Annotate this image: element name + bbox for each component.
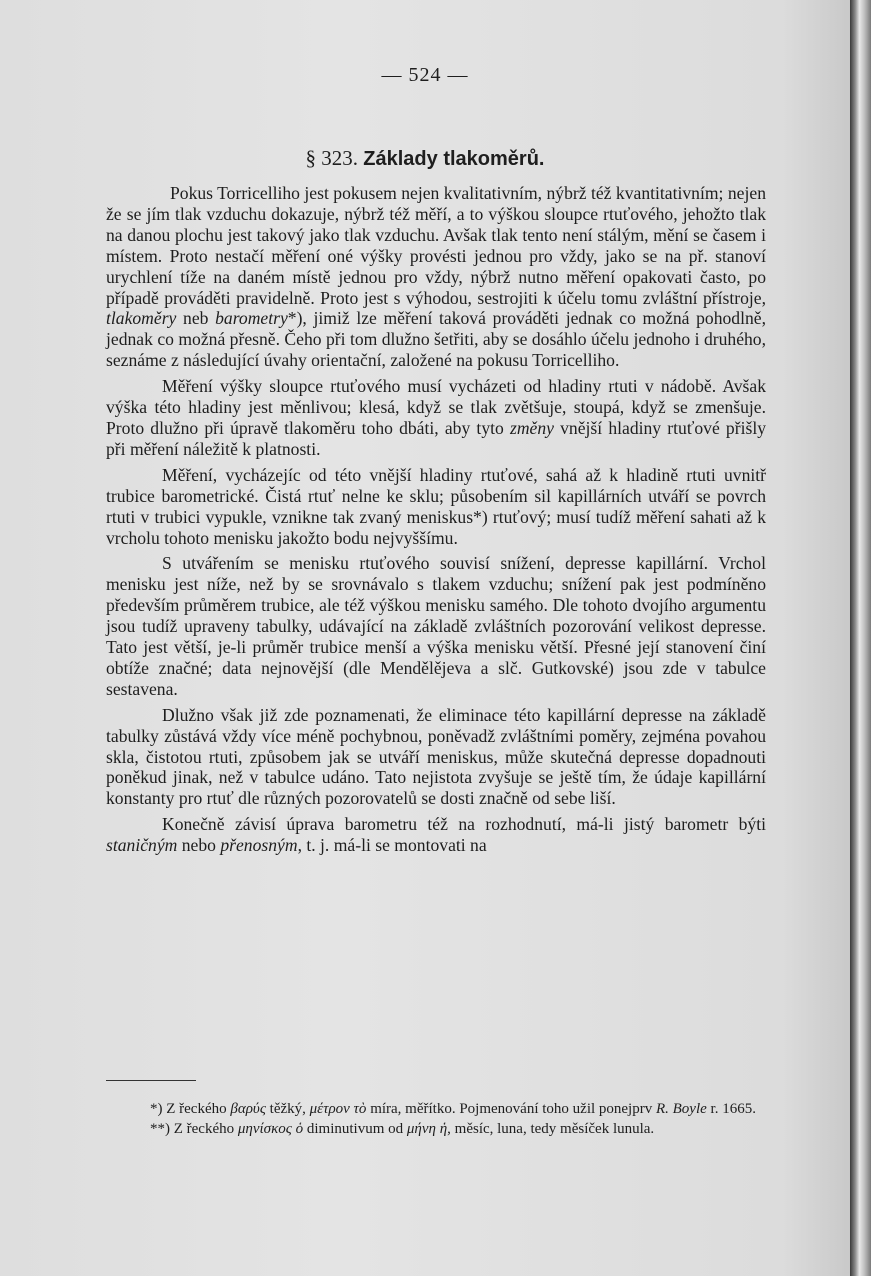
paragraph-6-text-c: , t. j. má-li se montovati na: [297, 835, 487, 856]
footnote-1: [104, 1100, 760, 1119]
body-text: [106, 183, 766, 856]
paragraph-4: S utvářením se menisku rtuťového souvisí snížení, depresse kapillární. Vrchol menisku jest níže, než by se srovnávalo s tlakem vzduchu; snížení pak jest podmíněno především průměrem trubice, ale též výškou menisku samého. Dle tohoto dvojího argumentu jsou tudíž upraveny tabulky, udávající na základě zvláštních pozorování velikost depresse. Tato jest větší, je-li průměr trubice menší a výška menisku větší. Přesné její stanovení činí obtíže značné; data nejnovější (dle Mendělějeva a slč. Gutkovské) jsou zde v tabulce sestavena.: [106, 553, 766, 699]
footnote-2-text-a: **) Z řeckého: [150, 1121, 238, 1137]
footnote-2-text-c: , měsíc, luna, tedy měsíček lunula.: [447, 1121, 655, 1137]
paragraph-6-text-b: nebo: [177, 835, 221, 856]
greek-word-metron: μέτρον τὸ: [309, 1101, 367, 1117]
term-barometry: barometry: [215, 308, 288, 329]
page-edge-shadow: [850, 0, 871, 1276]
greek-word-mene: μήνη ἡ: [406, 1121, 448, 1137]
section-title: Základy tlakoměrů.: [363, 148, 545, 170]
term-zmeny: změny: [509, 417, 554, 438]
page-number: — 524 —: [381, 64, 469, 86]
footnote-1-text-a: *) Z řeckého: [150, 1101, 231, 1117]
paragraph-5: Dlužno však již zde poznamenati, že eliminace této kapillární depresse na základě tabulky zůstává vždy více méně pochybnou, poněvadž zvláštními poměry, zejména povahou skla, čistotou rtuti, způsobem jak se utváří meniskus, může skutečná depresse dopadnouti poněkud jinak, než v tabulce udáno. Tato nejistota zvyšuje se ještě tím, že údaje kapillární konstanty pro rtuť dle různých pozorovatelů se dosti značně od sebe liší.: [106, 704, 766, 809]
paragraph-1-text-c: *), jimiž lze měření taková prováděti jednak co možná pohodlně, jednak co možná přesně. Čeho při tom dlužno šetřiti, aby se dosáhlo účelu jednoho i druhého, seznáme z následující úvahy orientační, založené na pokusu Torricelliho.: [106, 308, 766, 371]
paragraph-2: [106, 376, 766, 460]
term-stanicnym: staničným: [106, 835, 178, 856]
paragraph-2-text-a: Měření výšky sloupce rtuťového musí vycházeti od hladiny rtuti v nádobě. Avšak výška této hladiny jest měnlivou; klesá, když se tlak zvětšuje, stoupá, když se zmenšuje. Proto dlužno při úpravě tlakoměru toho dbáti, aby tyto: [106, 376, 766, 438]
paragraph-2-text-b: vnější hladiny rtuťové přišly při měření náležitě k platnosti.: [106, 417, 766, 459]
paragraph-3: Měření, vycházejíc od této vnější hladiny rtuťové, sahá až k hladině rtuti uvnitř trubice barometrické. Čistá rtuť nelne ke sklu; působením sil kapillárních utváří se povrch rtuti v trubici vypukle, vznikne tak zvaný meniskus*) rtuťový; musí tudíž měření sahati až k vrcholu tohoto menisku jakožto bodu nejvyššímu.: [106, 464, 766, 548]
greek-word-barys: βαρύς: [230, 1101, 266, 1117]
footnote-1-text-b: těžký,: [265, 1101, 310, 1117]
paragraph-1-text-b: neb: [176, 308, 216, 329]
footnote-2-text-b: diminutivum od: [303, 1121, 407, 1137]
paragraph-1: [106, 183, 766, 371]
footnote-2: [104, 1120, 760, 1139]
name-boyle: R. Boyle: [655, 1101, 707, 1117]
section-heading: [0, 146, 850, 171]
paragraph-1-text-a: Pokus Torricelliho jest pokusem nejen kvalitativním, nýbrž též kvantitativním; nejen že se jím tlak vzduchu dokazuje, nýbrž též měří, a to výškou sloupce rtuťového, jehožto tlak na danou plochu jest takový jako tlak vzduchu. Avšak tlak tento není stálým, mění se časem i místem. Proto nestačí měření oné výšky provésti jednou pro vždy, jako se na př. stanoví urychlení tíže na daném místě jednou pro vždy, nýbrž nutno měření opakovati často, po případě prováděti pravidelně. Proto jest s výhodou, sestrojiti k účelu tomu zvláštní přístroje,: [106, 183, 766, 308]
section-number: § 323.: [305, 146, 359, 170]
footnote-rule: [106, 1080, 196, 1081]
term-prenosnym: přenosným: [220, 835, 298, 856]
greek-word-meniskos: μηνίσκος ὁ: [237, 1121, 304, 1137]
paragraph-6: [106, 814, 766, 856]
footnote-1-text-c: míra, měřítko. Pojmenování toho užil ponejprv: [366, 1101, 656, 1117]
paragraph-6-text-a: Konečně závisí úprava barometru též na rozhodnutí, má-li jistý barometr býti: [162, 814, 766, 835]
footnote-1-text-d: r. 1665.: [706, 1101, 756, 1117]
term-tlakomery: tlakoměry: [106, 308, 177, 329]
footnotes: [104, 1100, 760, 1139]
